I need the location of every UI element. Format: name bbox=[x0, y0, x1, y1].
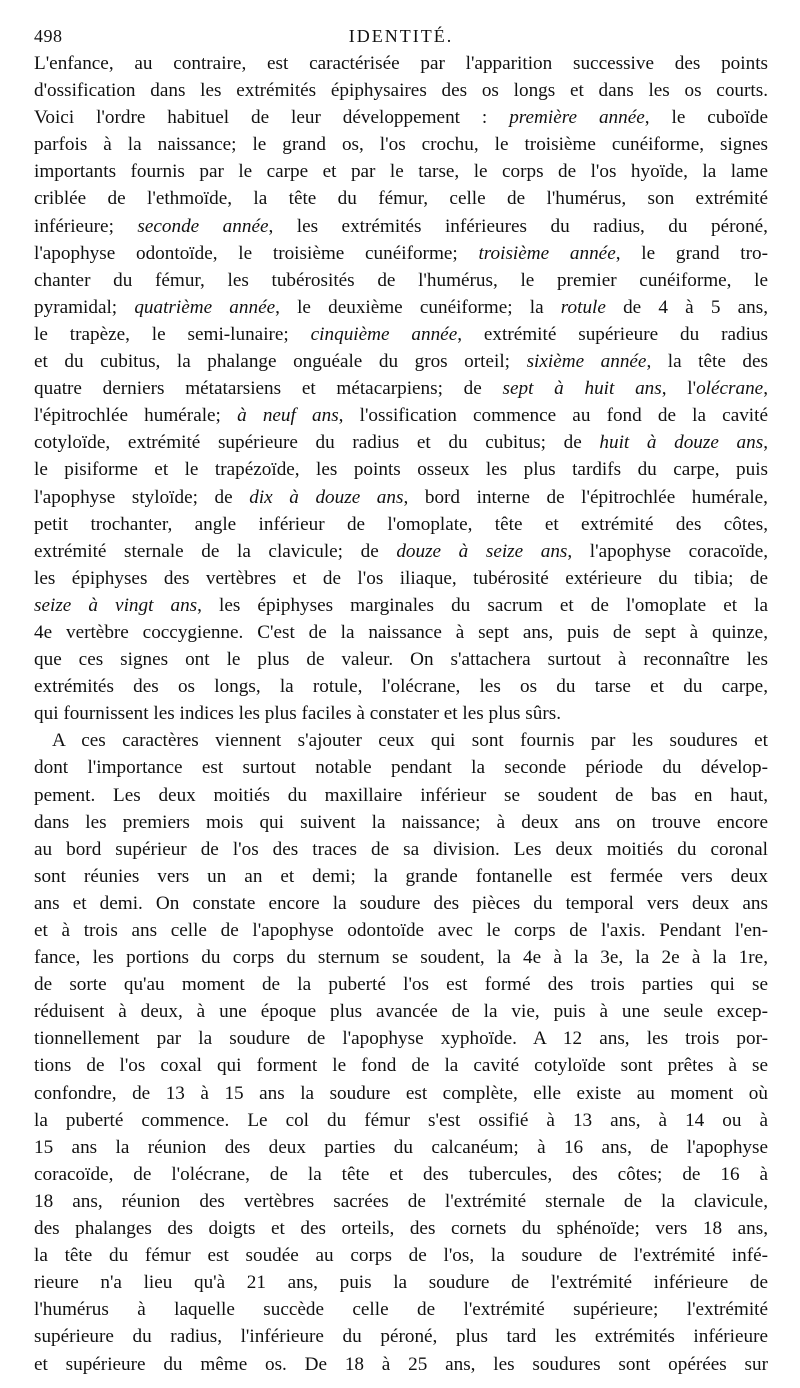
text-run: , le deuxième cunéiforme; la bbox=[275, 296, 561, 318]
text-run: les épiphyses des vertèbres et de l'os iliaque, tubérosité extérieure du tibia; de bbox=[34, 567, 768, 589]
text-line bbox=[34, 1269, 768, 1296]
text-run: dont l'importance est surtout notable pendant la seconde période du dévelop- bbox=[34, 757, 768, 779]
text-run: criblée de l'ethmoïde, la tête du fémur, celle de l'humérus, son extrémité bbox=[34, 188, 768, 210]
italic-run: sept à huit ans bbox=[502, 378, 662, 400]
text-run: 18 ans, réunion des vertèbres sacrées de l'extrémité sternale de la clavicule, bbox=[34, 1190, 768, 1212]
text-line bbox=[34, 863, 768, 890]
text-run: et du cubitus, la phalange onguéale du gros orteil; bbox=[34, 351, 527, 373]
text-line bbox=[34, 619, 768, 646]
text-run: d'ossification dans les extrémités épiphysaires des os longs et dans les os courts. bbox=[34, 80, 768, 102]
text-line bbox=[34, 565, 768, 592]
text-run: , le grand tro- bbox=[615, 242, 768, 264]
text-run: , les extrémités inférieures du radius, du péroné, bbox=[268, 215, 768, 237]
text-line bbox=[34, 1134, 768, 1161]
text-run: quatre derniers métatarsiens et métacarpiens; de bbox=[34, 378, 503, 400]
text-line bbox=[34, 1107, 768, 1134]
text-run: , bord interne de l'épitrochlée humérale, bbox=[403, 486, 768, 508]
text-run: , la tête des bbox=[646, 351, 768, 373]
text-line bbox=[34, 348, 768, 375]
text-run: Voici l'ordre habituel de leur développement : bbox=[34, 107, 510, 129]
text-run: le pisiforme et le trapézoïde, les points osseux les plus tardifs du carpe, puis bbox=[34, 459, 768, 481]
text-line bbox=[34, 185, 768, 212]
text-run: L'enfance, au contraire, est caractérisée par l'apparition successive des points bbox=[34, 53, 768, 74]
text-line bbox=[34, 700, 768, 727]
text-line bbox=[34, 727, 768, 754]
text-run: dans les premiers mois qui suivent la naissance; à deux ans on trouve encore bbox=[34, 811, 768, 833]
italic-run: cinquième année bbox=[310, 323, 458, 345]
text-run: importants fournis par le carpe et par le tarse, le corps de l'os hyoïde, la lame bbox=[34, 161, 768, 183]
italic-run: première année bbox=[509, 107, 645, 129]
text-line bbox=[34, 456, 768, 483]
text-run: l'humérus à laquelle succède celle de l'extrémité supérieure; l'extrémité bbox=[34, 1299, 768, 1321]
document-page bbox=[34, 20, 768, 1378]
text-run: fance, les portions du corps du sternum se soudent, la 4e à la 3e, la 2e à la 1re, bbox=[34, 947, 768, 969]
running-head: IDENTITÉ. bbox=[348, 26, 454, 46]
italic-run: seize à vingt ans bbox=[34, 594, 198, 616]
text-line bbox=[34, 971, 768, 998]
text-run: de sorte qu'au moment de la puberté l'os est formé des trois parties qui se bbox=[34, 974, 768, 996]
text-run: A ces caractères viennent s'ajouter ceux qui sont fournis par les soudures et bbox=[52, 730, 768, 752]
italic-run: seconde année bbox=[137, 215, 269, 237]
text-run: petit trochanter, angle inférieur de l'omoplate, tête et extrémité des côtes, bbox=[34, 513, 768, 535]
italic-run: olécrane bbox=[696, 378, 764, 400]
text-run: tions de l'os coxal qui forment le fond de la cavité cotyloïde sont prêtes à se bbox=[34, 1055, 768, 1077]
italic-run: troisième année bbox=[478, 242, 616, 264]
text-line bbox=[34, 1025, 768, 1052]
text-run: chanter du fémur, les tubérosités de l'humérus, le premier cunéiforme, le bbox=[34, 269, 768, 291]
page-header bbox=[34, 20, 768, 50]
text-run: , les épiphyses marginales du sacrum et de l'omoplate et la bbox=[197, 594, 768, 616]
text-run: sont réunies vers un an et demi; la grande fontanelle est fermée vers deux bbox=[34, 865, 768, 887]
text-run: rieure n'a lieu qu'à 21 ans, puis la soudure de l'extrémité inférieure de bbox=[34, 1272, 768, 1294]
text-run: l'épitrochlée humérale; bbox=[34, 405, 238, 427]
text-line bbox=[34, 1242, 768, 1269]
text-run: pyramidal; bbox=[34, 296, 135, 318]
text-line bbox=[34, 538, 768, 565]
italic-run: à neuf ans bbox=[237, 405, 339, 427]
text-line bbox=[34, 890, 768, 917]
text-line bbox=[34, 131, 768, 158]
italic-run: huit à douze ans bbox=[599, 432, 764, 454]
text-run: 4e vertèbre coccygienne. C'est de la naissance à sept ans, puis de sept à quinze, bbox=[34, 621, 768, 643]
text-run: ans et demi. On constate encore la soudure des pièces du temporal vers deux ans bbox=[34, 892, 768, 914]
text-line bbox=[34, 592, 768, 619]
text-line bbox=[34, 375, 768, 402]
text-run: , l' bbox=[661, 378, 697, 400]
text-run: , l'apophyse coracoïde, bbox=[567, 540, 769, 562]
text-run: de 4 à 5 ans, bbox=[605, 296, 768, 318]
text-line bbox=[34, 1296, 768, 1323]
text-line bbox=[34, 1080, 768, 1107]
text-line bbox=[34, 267, 768, 294]
text-line bbox=[34, 917, 768, 944]
text-line bbox=[34, 646, 768, 673]
text-line bbox=[34, 402, 768, 429]
text-run: parfois à la naissance; le grand os, l'os crochu, le troisième cunéiforme, signes bbox=[34, 134, 768, 156]
text-run: confondre, de 13 à 15 ans la soudure est complète, elle existe au moment où bbox=[34, 1082, 768, 1104]
italic-run: rotule bbox=[560, 296, 606, 318]
text-run: des phalanges des doigts et des orteils, des cornets du sphénoïde; vers 18 ans, bbox=[34, 1218, 768, 1240]
text-run: extrémités des os longs, la rotule, l'olécrane, les os du tarse et du carpe, bbox=[34, 676, 768, 698]
text-line bbox=[34, 998, 768, 1025]
text-run: au bord supérieur de l'os des traces de sa division. Les deux moitiés du coronal bbox=[34, 838, 768, 860]
text-run: l'apophyse styloïde; de bbox=[34, 486, 250, 508]
text-line bbox=[34, 240, 768, 267]
text-run: 15 ans la réunion des deux parties du calcanéum; à 16 ans, de l'apophyse bbox=[34, 1136, 768, 1158]
text-line bbox=[34, 104, 768, 131]
text-line bbox=[34, 294, 768, 321]
text-line bbox=[34, 158, 768, 185]
text-run: supérieure du radius, l'inférieure du péroné, plus tard les extrémités inférieure bbox=[34, 1326, 768, 1348]
text-line bbox=[34, 754, 768, 781]
text-run: la puberté commence. Le col du fémur s'est ossifié à 13 ans, à 14 ou à bbox=[34, 1109, 768, 1131]
italic-run: douze à seize ans bbox=[396, 540, 568, 562]
text-run: la tête du fémur est soudée au corps de l'os, la soudure de l'extrémité infé- bbox=[34, 1245, 768, 1267]
text-line bbox=[34, 1161, 768, 1188]
italic-run: dix à douze ans bbox=[249, 486, 404, 508]
text-run: réduisent à deux, à une époque plus avancée de la vie, puis à une seule excep- bbox=[34, 1001, 768, 1023]
text-run: cotyloïde, extrémité supérieure du radius et du cubitus; de bbox=[34, 432, 600, 454]
text-line bbox=[34, 484, 768, 511]
text-run: le trapèze, le semi-lunaire; bbox=[34, 323, 311, 345]
text-run: , bbox=[763, 432, 768, 454]
text-line bbox=[34, 673, 768, 700]
text-line bbox=[34, 429, 768, 456]
text-line bbox=[34, 782, 768, 809]
text-run: l'apophyse odontoïde, le troisième cunéiforme; bbox=[34, 242, 479, 264]
text-run: , bbox=[763, 378, 768, 400]
text-run: , l'ossification commence au fond de la cavité bbox=[338, 405, 768, 427]
text-run: coracoïde, de l'olécrane, de la tête et des tubercules, des côtes; de 16 à bbox=[34, 1163, 768, 1185]
text-line bbox=[34, 944, 768, 971]
italic-run: quatrième année bbox=[134, 296, 276, 318]
page-number: 498 bbox=[34, 26, 63, 46]
text-run: pement. Les deux moitiés du maxillaire inférieur se soudent de bas en haut, bbox=[34, 784, 768, 806]
text-line bbox=[34, 1323, 768, 1350]
text-run: que ces signes ont le plus de valeur. On s'attachera surtout à reconnaître les bbox=[34, 649, 768, 671]
text-line bbox=[34, 50, 768, 77]
text-line bbox=[34, 1351, 768, 1378]
text-run: , extrémité supérieure du radius bbox=[457, 323, 769, 345]
italic-run: sixième année bbox=[526, 351, 647, 373]
body-text bbox=[34, 50, 768, 1378]
text-line bbox=[34, 1188, 768, 1215]
text-run: , le cuboïde bbox=[644, 107, 768, 129]
text-line bbox=[34, 213, 768, 240]
text-run: et supérieure du même os. De 18 à 25 ans, les soudures sont opérées sur bbox=[34, 1353, 768, 1375]
text-line bbox=[34, 836, 768, 863]
text-line bbox=[34, 511, 768, 538]
text-line bbox=[34, 809, 768, 836]
text-line bbox=[34, 77, 768, 104]
text-line bbox=[34, 321, 768, 348]
text-run: tionnellement par la soudure de l'apophyse xyphoïde. A 12 ans, les trois por- bbox=[34, 1028, 768, 1050]
text-line bbox=[34, 1052, 768, 1079]
text-run: qui fournissent les indices les plus faciles à constater et les plus sûrs. bbox=[34, 703, 562, 725]
text-run: inférieure; bbox=[34, 215, 138, 237]
text-line bbox=[34, 1215, 768, 1242]
text-run: extrémité sternale de la clavicule; de bbox=[34, 540, 397, 562]
text-run: et à trois ans celle de l'apophyse odontoïde avec le corps de l'axis. Pendant l'en- bbox=[34, 920, 768, 941]
